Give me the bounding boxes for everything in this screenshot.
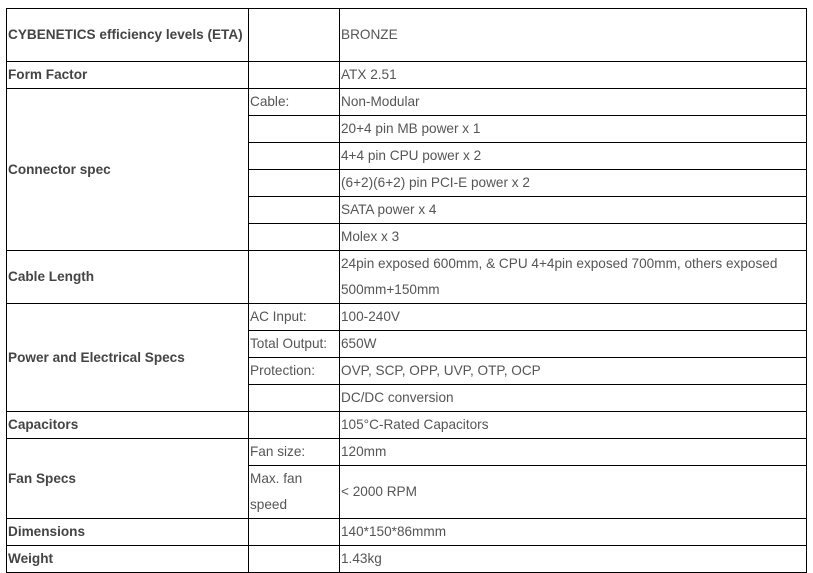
row-value: 100-240V <box>340 304 807 331</box>
row-value: 120mm <box>340 439 807 466</box>
row-value: SATA power x 4 <box>340 197 807 224</box>
row-label <box>249 143 340 170</box>
row-value: 650W <box>340 331 807 358</box>
row-label: Total Output: <box>249 331 340 358</box>
row-label <box>249 170 340 197</box>
row-value: BRONZE <box>340 9 807 62</box>
table-row <box>7 519 807 546</box>
row-value: Non-Modular <box>340 89 807 116</box>
row-heading: Form Factor <box>7 62 249 89</box>
row-heading: Fan Specs <box>7 439 249 519</box>
row-label: Fan size: <box>249 439 340 466</box>
row-label <box>249 546 340 573</box>
row-label <box>249 9 340 62</box>
row-label: Cable: <box>249 89 340 116</box>
row-label <box>249 385 340 412</box>
spec-table <box>6 8 807 573</box>
row-label <box>249 251 340 304</box>
table-row <box>7 251 807 304</box>
table-row <box>7 304 807 331</box>
row-heading: Power and Electrical Specs <box>7 304 249 412</box>
row-heading: Dimensions <box>7 519 249 546</box>
row-value: 140*150*86mmm <box>340 519 807 546</box>
row-value: OVP, SCP, OPP, UVP, OTP, OCP <box>340 358 807 385</box>
row-label <box>249 116 340 143</box>
row-label <box>249 62 340 89</box>
row-value: DC/DC conversion <box>340 385 807 412</box>
row-value: 4+4 pin CPU power x 2 <box>340 143 807 170</box>
row-label: Protection: <box>249 358 340 385</box>
table-row <box>7 412 807 439</box>
table-row <box>7 9 807 62</box>
row-label <box>249 412 340 439</box>
row-value: (6+2)(6+2) pin PCI-E power x 2 <box>340 170 807 197</box>
row-value: Molex x 3 <box>340 224 807 251</box>
table-row <box>7 89 807 116</box>
row-heading: Capacitors <box>7 412 249 439</box>
row-heading: Weight <box>7 546 249 573</box>
row-label <box>249 197 340 224</box>
row-label: AC Input: <box>249 304 340 331</box>
row-heading: CYBENETICS efficiency levels (ETA) <box>7 9 249 62</box>
table-row <box>7 439 807 466</box>
row-heading: Connector spec <box>7 89 249 251</box>
row-label <box>249 519 340 546</box>
row-value: 24pin exposed 600mm, & CPU 4+4pin exposed 700mm, others exposed 500mm+150mm <box>340 251 807 304</box>
table-row <box>7 62 807 89</box>
row-label: Max. fan speed <box>249 466 340 519</box>
row-value: < 2000 RPM <box>340 466 807 519</box>
row-value: ATX 2.51 <box>340 62 807 89</box>
row-value: 1.43kg <box>340 546 807 573</box>
table-row <box>7 546 807 573</box>
row-label <box>249 224 340 251</box>
row-value: 105°C-Rated Capacitors <box>340 412 807 439</box>
row-value: 20+4 pin MB power x 1 <box>340 116 807 143</box>
row-heading: Cable Length <box>7 251 249 304</box>
